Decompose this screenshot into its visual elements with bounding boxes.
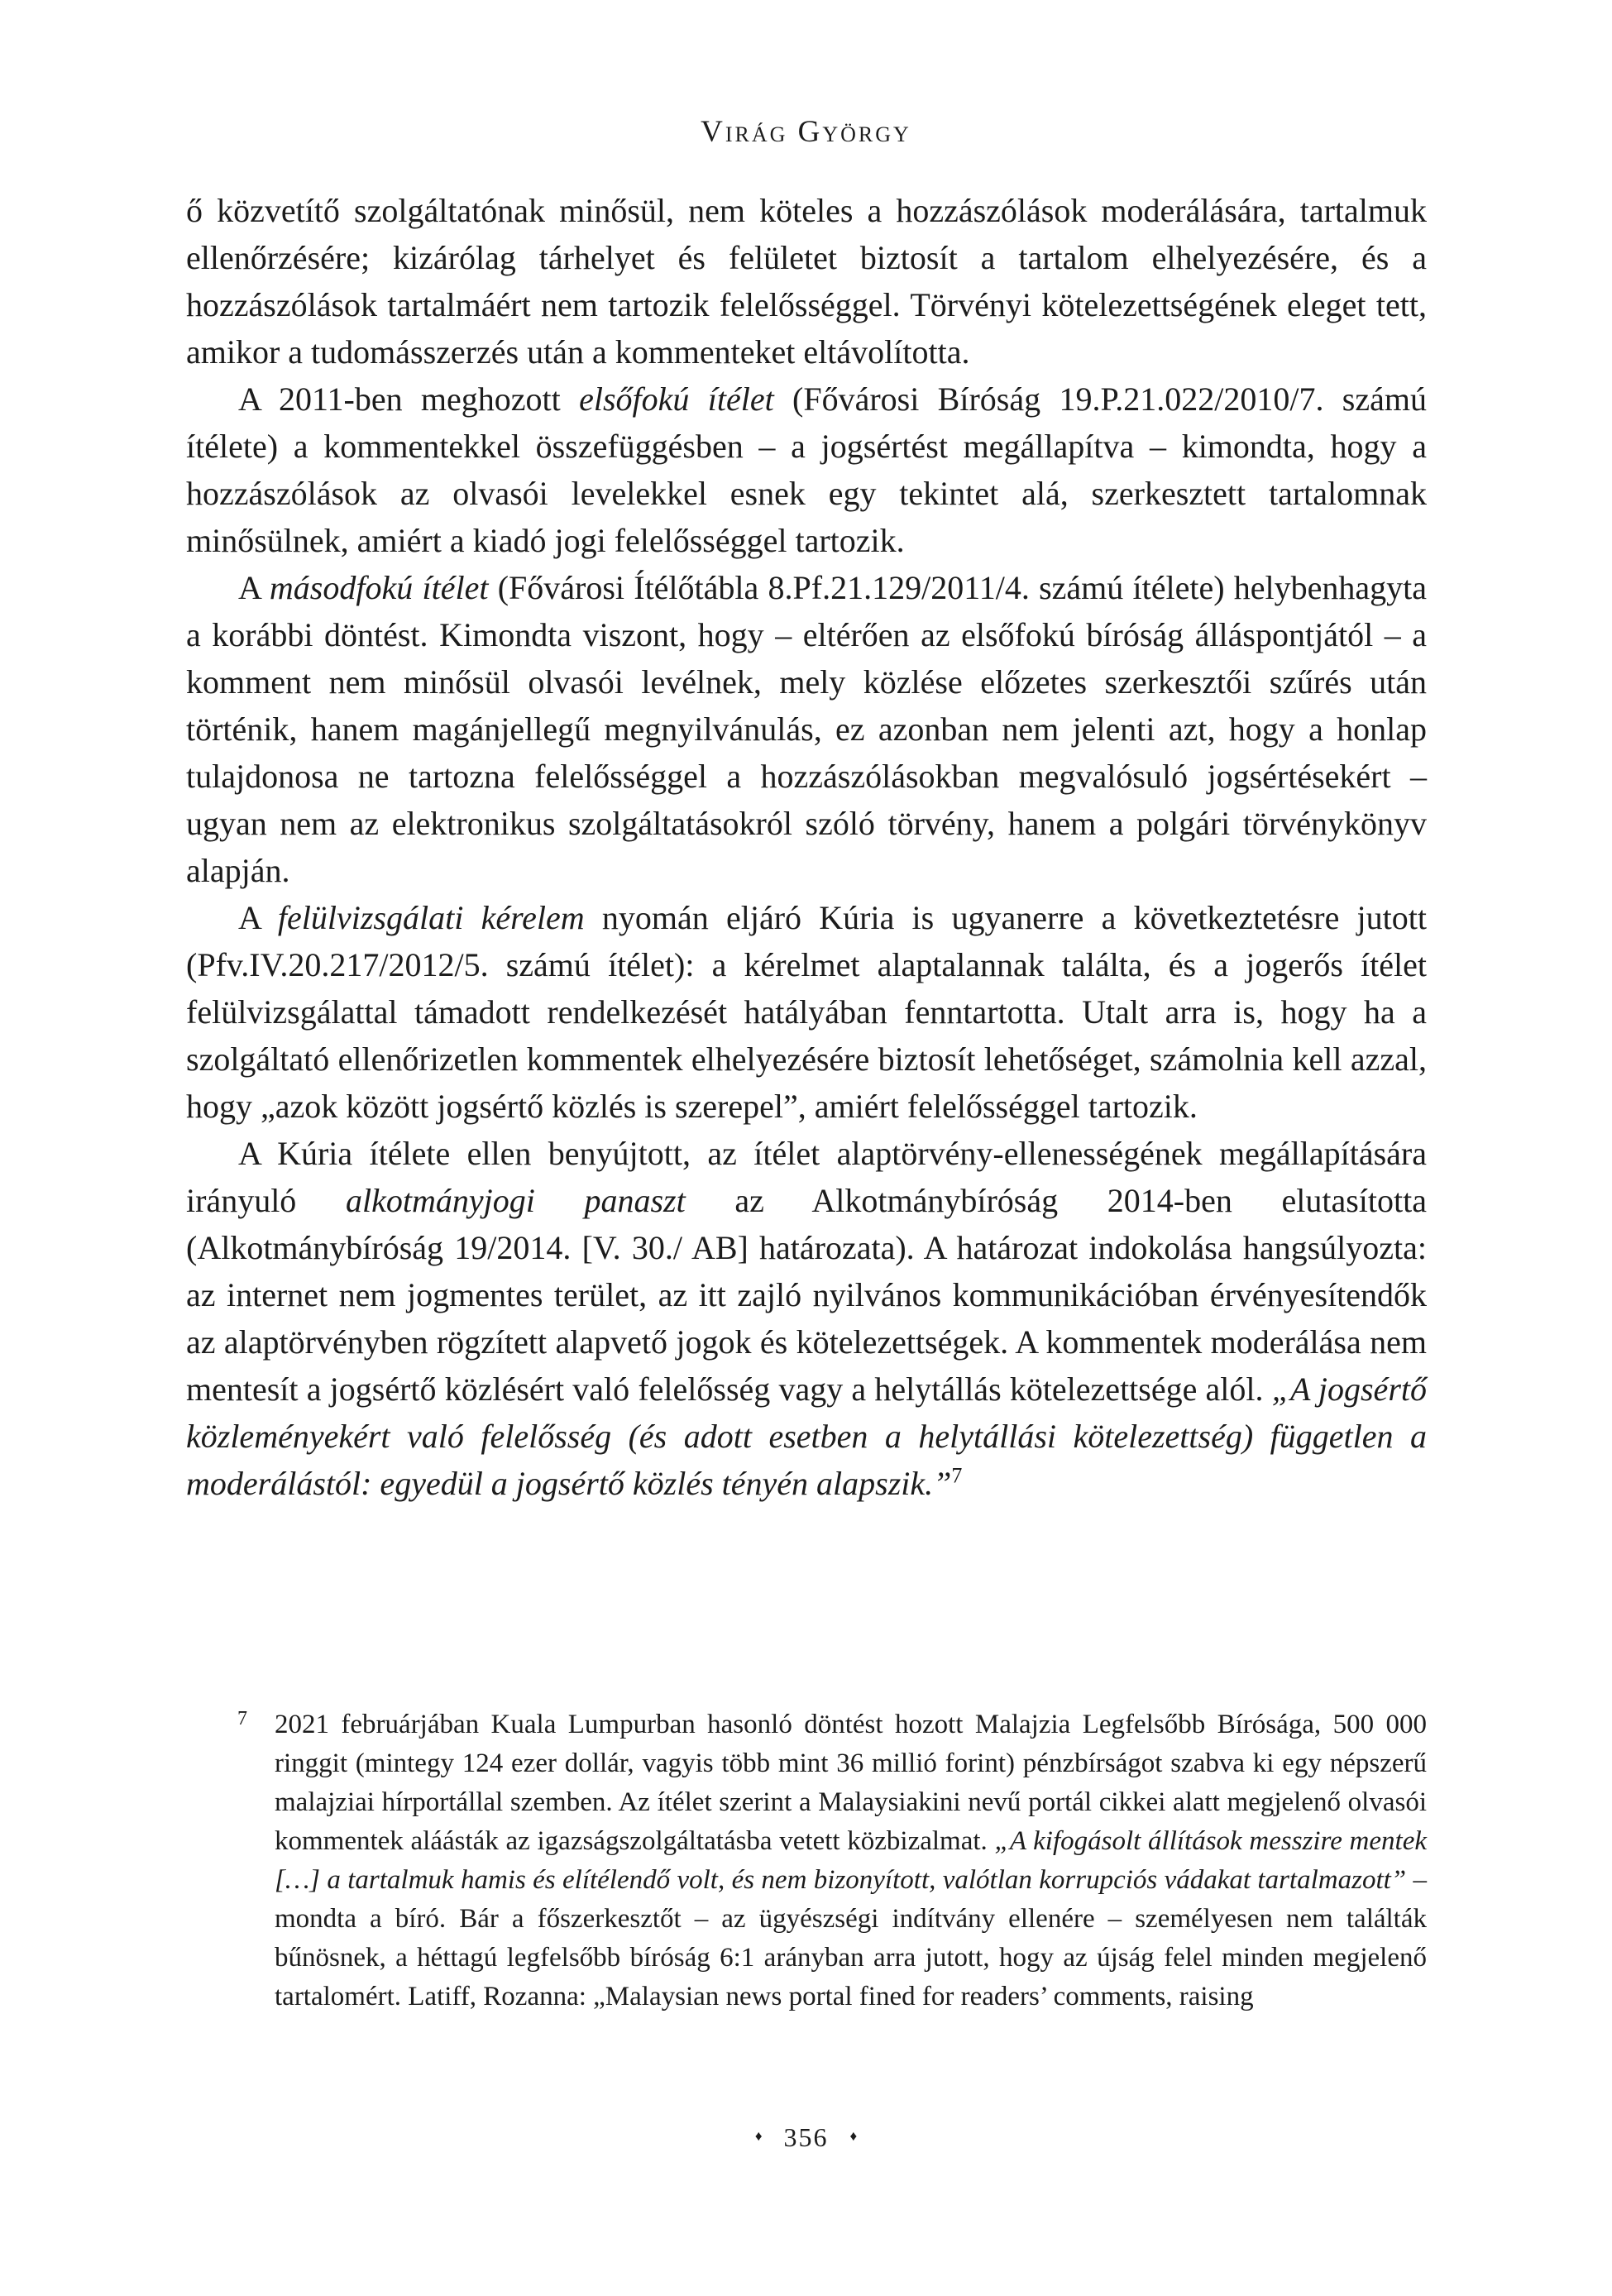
text-run: A 2011-ben meghozott bbox=[238, 380, 580, 418]
italic-run: „A kifogásolt állítások messzire mentek […] a tartalmuk hamis és elítélendő volt, és nem bizonyított, valótlan korrupciós vádakat tartalmazott” bbox=[275, 1826, 1427, 1895]
text-run: A Kúria ítélete ellen benyújtott, az ítélet alaptörvény-ellenességének megállapítására irányuló bbox=[186, 1135, 1427, 1219]
body-text bbox=[186, 187, 1427, 1507]
text-run: (Fővárosi Ítélőtábla 8.Pf.21.129/2011/4. számú ítélete) helybenhagyta a korábbi döntést. Kimondta viszont, hogy – eltérően az elsőfokú bíróság álláspontjától – a komment nem minősül olvasói levélnek, mely közlése előzetes szerkesztői szűrés után történik, hanem magánjellegű megnyilvánulás, ez azonban nem jelenti azt, hogy a honlap tulajdonosa ne tartozna felelősséggel a hozzászólásokban megvalósuló jogsértésekért – ugyan nem az elektronikus szolgáltatásokról szóló törvény, hanem a polgári törvénykönyv alapján. bbox=[186, 569, 1427, 889]
body-paragraph bbox=[186, 1130, 1427, 1507]
diamond-ornament-icon: ♦ bbox=[754, 2128, 763, 2144]
text-run: 2021 februárjában Kuala Lumpurban hasonló döntést hozott Malajzia Legfelsőbb Bírósága, 500 000 ringgit (mintegy 124 ezer dollár, vagyis több mint 36 millió forint) pénzbírságot szabva ki egy népszerű malajziai hírportállal szemben. Az ítélet szerint a Malaysiakini nevű portál cikkei alatt megjelenő olvasói kommentek aláásták az igazságszolgáltatásba vetett közbizalmat. bbox=[275, 1710, 1427, 1856]
running-header: Virág György bbox=[701, 115, 911, 149]
footnote-reference: 7 bbox=[951, 1463, 963, 1488]
footnotes-section bbox=[236, 1705, 1427, 2016]
body-paragraph bbox=[186, 187, 1427, 375]
footnote-marker: 7 bbox=[237, 1708, 247, 1729]
text-run: az Alkotmánybíróság 2014-ben elutasította (Alkotmánybíróság 19/2014. [V. 30./ AB] határozata). A határozat indokolása hangsúlyozta: az internet nem jogmentes terület, az itt zajló nyilvános kommunikációban érvényesítendők az alaptörvényben rögzített alapvető jogok és kötelezettségek. A kommentek moderálása nem mentesít a jogsértő közlésért való felelősség vagy a helytállás kötelezettsége alól. bbox=[186, 1182, 1427, 1408]
body-paragraph bbox=[186, 894, 1427, 1130]
italic-run: elsőfokú ítélet bbox=[579, 380, 774, 418]
italic-run: alkotmányjogi panaszt bbox=[345, 1182, 686, 1219]
diamond-ornament-icon: ♦ bbox=[849, 2128, 858, 2144]
italic-run: „A jogsértő közleményekért való felelősség (és adott esetben a helytállási kötelezettség) független a moderálástól: egyedül a jogsértő közlés tényén alapszik.” bbox=[186, 1370, 1427, 1502]
text-run: A bbox=[238, 899, 278, 936]
footnote-text bbox=[275, 1710, 1427, 2011]
page-number: 356 bbox=[783, 2122, 829, 2152]
text-run: (Fővárosi Bíróság 19.P.21.022/2010/7. számú ítélete) a kommentekkel összefüggésben – a jogsértést megállapítva – kimondta, hogy a hozzászólások az olvasói levelekkel esnek egy tekintet alá, szerkesztett tartalomnak minősülnek, amiért a kiadó jogi felelősséggel tartozik. bbox=[186, 380, 1427, 559]
text-run: – mondta a bíró. Bár a főszerkesztőt – az ügyészségi indítvány ellenére – személyesen nem találták bűnösnek, a héttagú legfelsőbb bíróság 6:1 arányban arra jutott, hogy az újság felel minden megjelenő tartalomért. Latiff, Rozanna: „Malaysian news portal fined for readers’ comments, raising bbox=[275, 1865, 1428, 2011]
text-run: A bbox=[238, 569, 270, 606]
body-paragraph bbox=[186, 564, 1427, 894]
footnote-item bbox=[236, 1705, 1427, 2016]
text-run: ő közvetítő szolgáltatónak minősül, nem köteles a hozzászólások moderálására, tartalmuk ellenőrzésére; kizárólag tárhelyet és felületet biztosít a tartalom elhelyezésére, és a hozzászólások tartalmáért nem tartozik felelősséggel. Törvényi kötelezettségének eleget tett, amikor a tudomásszerzés után a kommenteket eltávolította. bbox=[186, 192, 1427, 371]
body-paragraph bbox=[186, 375, 1427, 564]
italic-run: felülvizsgálati kérelem bbox=[277, 899, 585, 936]
page-footer bbox=[0, 2122, 1612, 2153]
italic-run: másodfokú ítélet bbox=[269, 569, 489, 606]
text-run: nyomán eljáró Kúria is ugyanerre a következtetésre jutott (Pfv.IV.20.217/2012/5. számú ítélet): a kérelmet alaptalannak találta, és a jogerős ítélet felülvizsgálattal támadott rendelkezését hatályában fenntartotta. Utalt arra is, hogy ha a szolgáltató ellenőrizetlen kommentek elhelyezésére biztosít lehetőséget, számolnia kell azzal, hogy „azok között jogsértő közlés is szerepel”, amiért felelősséggel tartozik. bbox=[186, 899, 1427, 1125]
